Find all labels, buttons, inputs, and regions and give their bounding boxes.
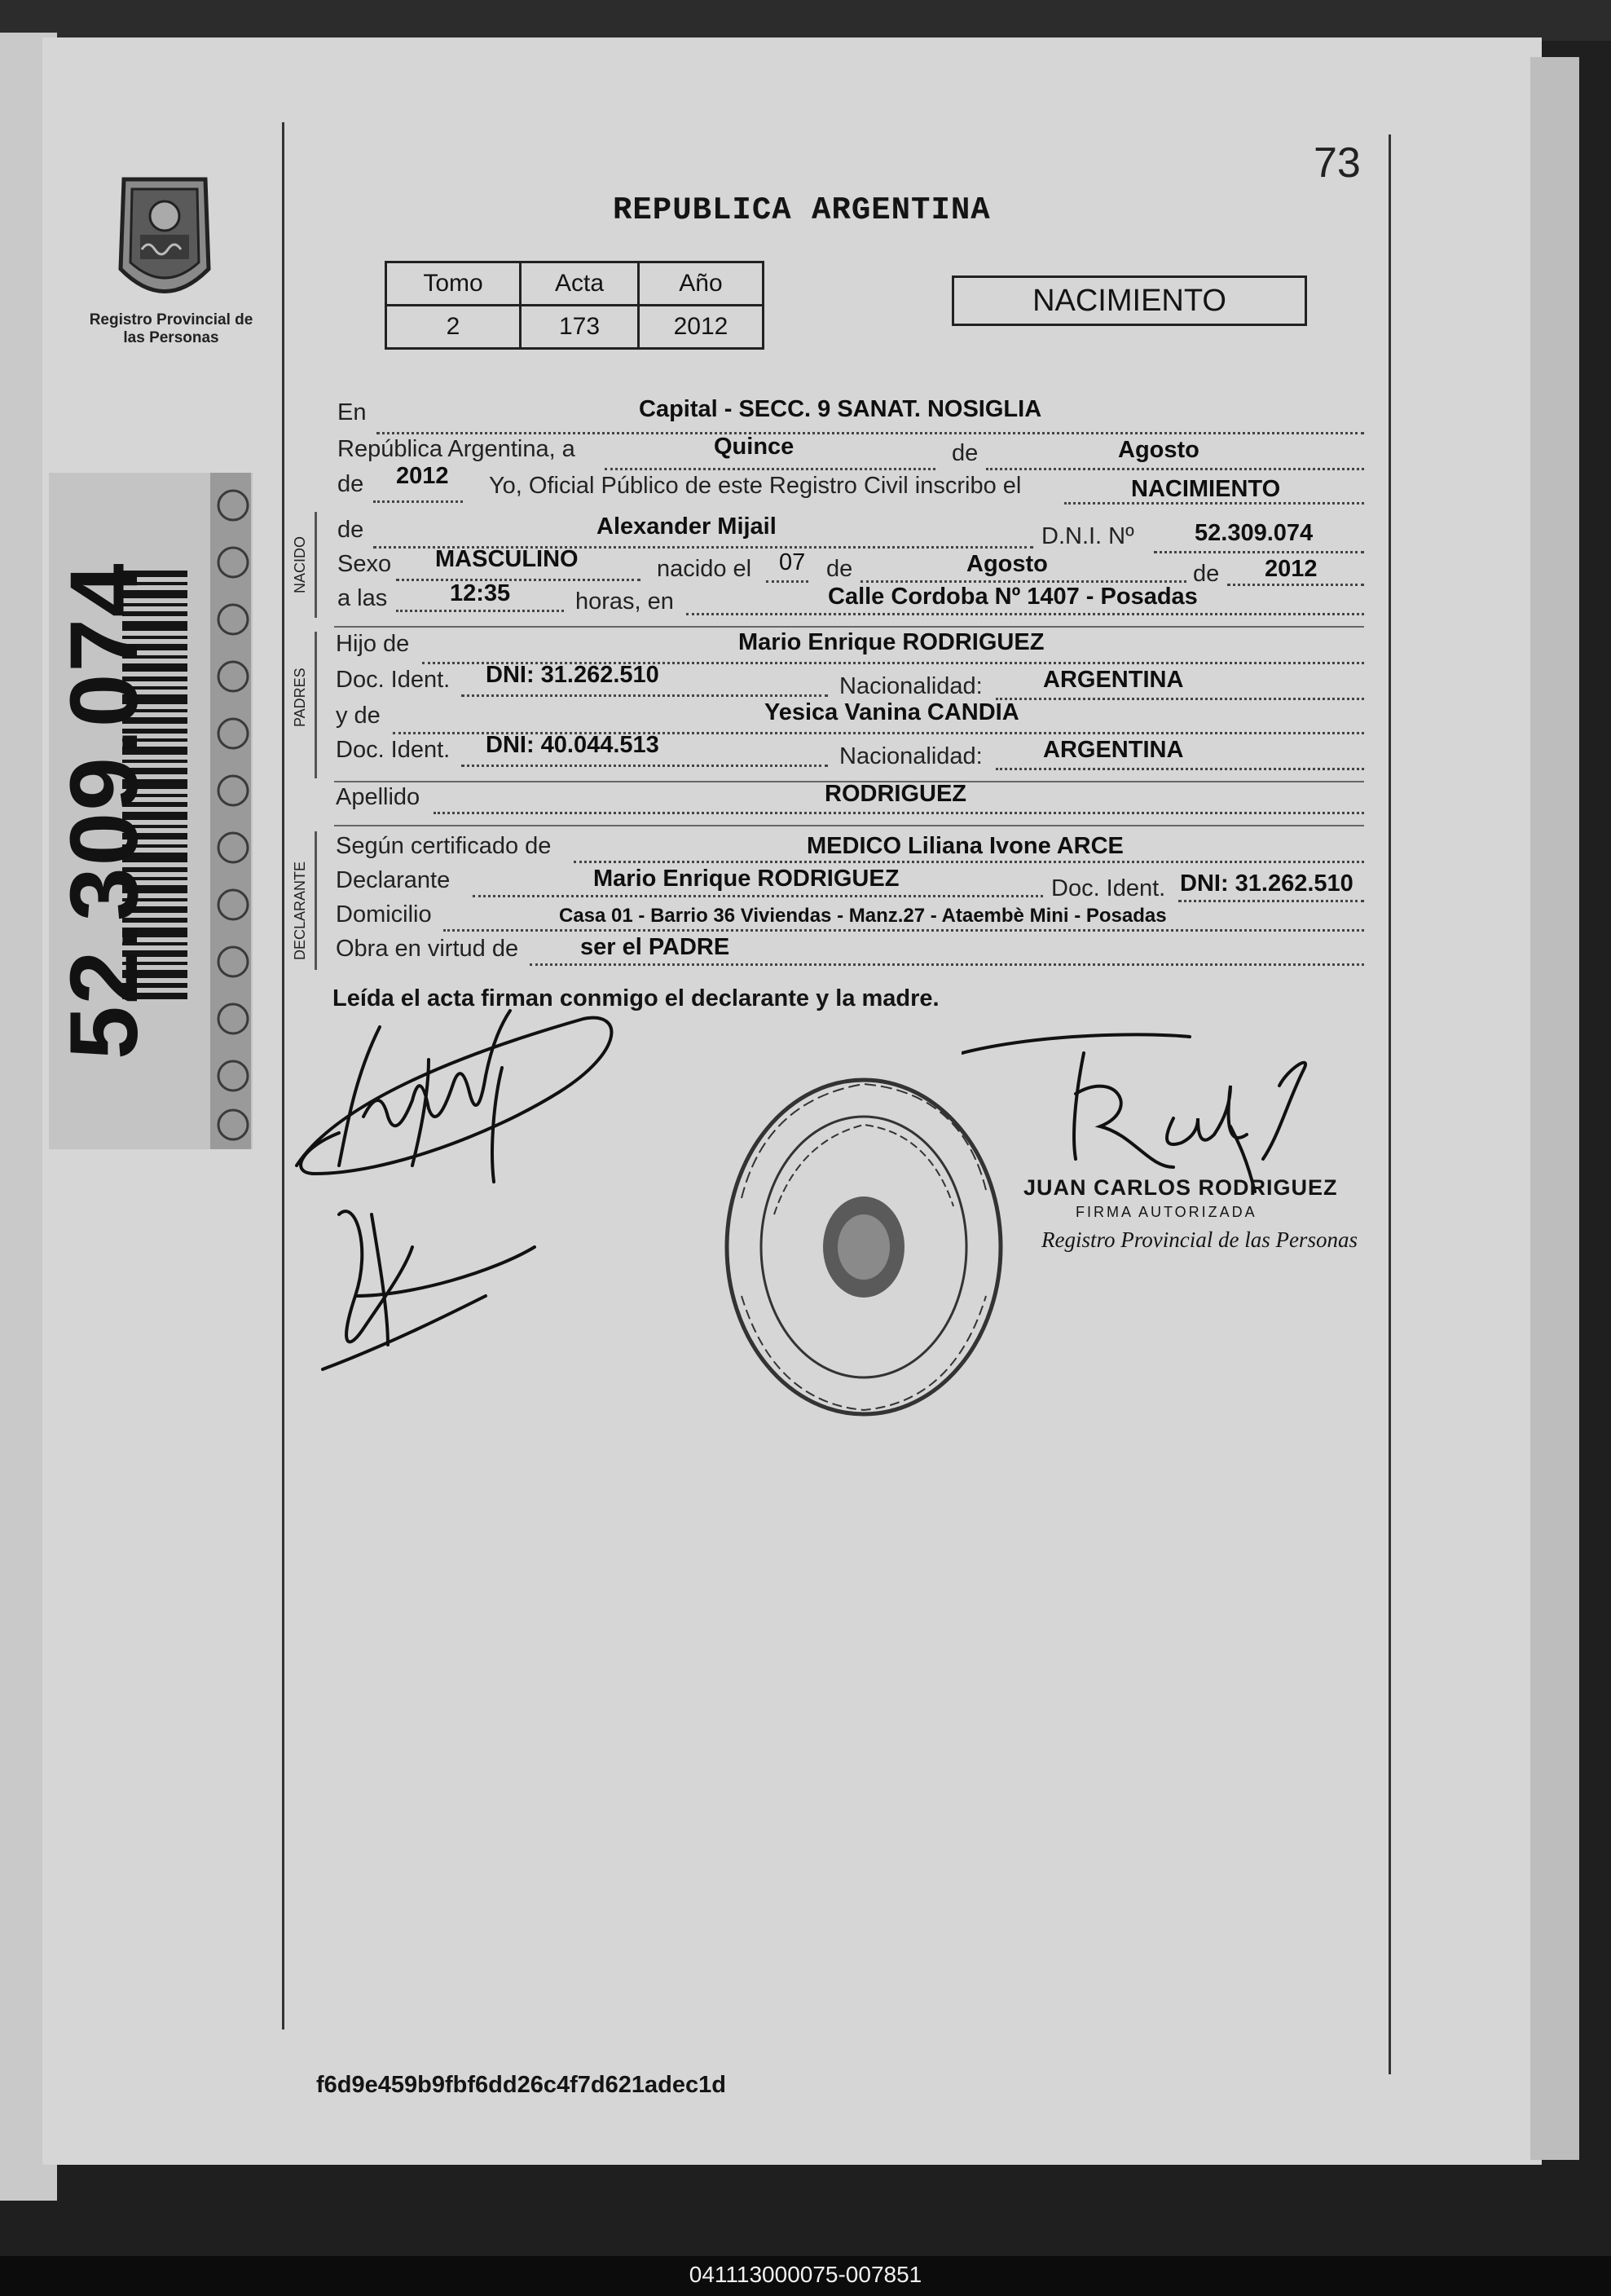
scan-footer-bar bbox=[0, 2256, 1611, 2296]
provincial-seal-logo bbox=[108, 171, 222, 310]
section-bar-padres bbox=[315, 632, 317, 778]
dotted-line bbox=[605, 468, 935, 470]
dotted-line bbox=[396, 610, 564, 612]
dotted-line bbox=[461, 765, 828, 767]
section-bar-declarante bbox=[315, 831, 317, 970]
label-republica: República Argentina, a bbox=[337, 436, 575, 462]
value-lugar-inscripcion: Capital - SECC. 9 SANAT. NOSIGLIA bbox=[639, 396, 1042, 422]
register-value-anio: 2012 bbox=[639, 306, 764, 349]
label-doc-ident: Doc. Ident. bbox=[336, 667, 451, 693]
dotted-line bbox=[861, 580, 1186, 583]
barcode-number: 52.309.074 bbox=[51, 562, 158, 1060]
register-table bbox=[385, 261, 764, 350]
register-value-tomo: 2 bbox=[386, 306, 521, 349]
record-type-box: NACIMIENTO bbox=[952, 275, 1307, 326]
value-lugar-nacimiento: Calle Cordoba Nº 1407 - Posadas bbox=[828, 584, 1198, 610]
dotted-line bbox=[686, 613, 1364, 615]
value-doc-declarante: DNI: 31.262.510 bbox=[1180, 870, 1354, 897]
logo-caption: Registro Provincial de las Personas bbox=[89, 311, 253, 346]
dotted-line bbox=[996, 768, 1364, 770]
dotted-line bbox=[434, 812, 1364, 814]
document-title: REPUBLICA ARGENTINA bbox=[613, 192, 991, 228]
value-mes-inscripcion: Agosto bbox=[1118, 437, 1199, 463]
signature-official bbox=[962, 1029, 1345, 1200]
value-dia-inscripcion: Quince bbox=[714, 434, 794, 460]
value-nacionalidad-padre: ARGENTINA bbox=[1043, 667, 1184, 693]
label-domicilio: Domicilio bbox=[336, 901, 432, 928]
register-value-acta: 173 bbox=[521, 306, 639, 349]
label-de: de bbox=[337, 471, 364, 497]
value-certificado: MEDICO Liliana Ivone ARCE bbox=[807, 833, 1124, 859]
register-header-tomo: Tomo bbox=[386, 262, 521, 306]
value-nacionalidad-madre: ARGENTINA bbox=[1043, 737, 1184, 763]
label-segun-certificado: Según certificado de bbox=[336, 833, 552, 859]
official-name: JUAN CARLOS RODRIGUEZ bbox=[1023, 1175, 1338, 1200]
value-doc-madre: DNI: 40.044.513 bbox=[486, 732, 659, 758]
dotted-line bbox=[1178, 900, 1364, 902]
dotted-line bbox=[1227, 584, 1364, 586]
section-label-declarante: DECLARANTE bbox=[292, 861, 308, 960]
dotted-line bbox=[574, 861, 1364, 863]
section-divider bbox=[334, 626, 1364, 628]
register-header-anio: Año bbox=[639, 262, 764, 306]
dotted-line bbox=[996, 698, 1364, 700]
section-label-padres: PADRES bbox=[292, 668, 308, 727]
dotted-line bbox=[376, 432, 1364, 434]
value-declarante: Mario Enrique RODRIGUEZ bbox=[593, 866, 900, 892]
value-dia-nacimiento: 07 bbox=[779, 549, 806, 575]
scan-top-edge bbox=[0, 0, 1611, 41]
dotted-line bbox=[396, 579, 640, 581]
section-bar-nacido bbox=[315, 512, 317, 618]
scan-code: 041113000075-007851 bbox=[689, 2262, 922, 2287]
dotted-line bbox=[766, 580, 808, 583]
label-hijo-de: Hijo de bbox=[336, 631, 410, 657]
value-tipo-acto: NACIMIENTO bbox=[1131, 476, 1281, 502]
label-a-las: a las bbox=[337, 585, 388, 611]
label-obra-en-virtud: Obra en virtud de bbox=[336, 936, 519, 962]
label-apellido: Apellido bbox=[336, 784, 420, 810]
label-horas-en: horas, en bbox=[575, 588, 674, 615]
label-declarante: Declarante bbox=[336, 867, 451, 893]
value-anio-inscripcion: 2012 bbox=[396, 463, 449, 489]
value-madre: Yesica Vanina CANDIA bbox=[764, 699, 1019, 725]
page-right-margin bbox=[1530, 57, 1579, 2160]
label-inscribo: Yo, Oficial Público de este Registro Civil inscribo el bbox=[489, 473, 1022, 499]
dotted-line bbox=[373, 500, 463, 503]
section-divider bbox=[334, 825, 1364, 826]
label-doc-ident: Doc. Ident. bbox=[1051, 875, 1166, 901]
value-dni: 52.309.074 bbox=[1195, 520, 1314, 546]
dotted-line bbox=[1154, 551, 1364, 553]
value-hora: 12:35 bbox=[450, 580, 511, 606]
label-nacido-el: nacido el bbox=[657, 556, 752, 582]
value-apellido: RODRIGUEZ bbox=[825, 781, 966, 807]
dotted-line bbox=[473, 895, 1043, 897]
label-y-de: y de bbox=[336, 703, 381, 729]
dotted-line bbox=[461, 694, 828, 697]
official-role: FIRMA AUTORIZADA bbox=[1076, 1204, 1257, 1220]
value-mes-nacimiento: Agosto bbox=[966, 551, 1048, 577]
dotted-line bbox=[986, 468, 1364, 470]
label-dni: D.N.I. Nº bbox=[1041, 523, 1134, 549]
label-nacionalidad: Nacionalidad: bbox=[839, 743, 983, 769]
label-en: En bbox=[337, 399, 367, 425]
label-sexo: Sexo bbox=[337, 551, 392, 577]
value-domicilio: Casa 01 - Barrio 36 Viviendas - Manz.27 - Ataembè Mini - Posadas bbox=[559, 905, 1167, 927]
label-de: de bbox=[952, 440, 979, 466]
official-organization: Registro Provincial de las Personas bbox=[1041, 1227, 1358, 1252]
left-margin-line bbox=[282, 122, 284, 2029]
signature-declarante bbox=[290, 1003, 632, 1402]
closing-statement: Leída el acta firman conmigo el declarante y la madre. bbox=[332, 985, 940, 1011]
label-de: de bbox=[826, 556, 853, 582]
label-de: de bbox=[337, 517, 364, 543]
document-hash: f6d9e459b9fbf6dd26c4f7d621adec1d bbox=[316, 2072, 726, 2098]
label-doc-ident: Doc. Ident. bbox=[336, 737, 451, 763]
value-nombre: Alexander Mijail bbox=[596, 513, 777, 540]
value-doc-padre: DNI: 31.262.510 bbox=[486, 662, 659, 688]
value-obra: ser el PADRE bbox=[580, 934, 730, 960]
right-margin-line bbox=[1389, 134, 1391, 2074]
value-sexo: MASCULINO bbox=[435, 546, 579, 572]
value-padre: Mario Enrique RODRIGUEZ bbox=[738, 629, 1045, 655]
label-nacionalidad: Nacionalidad: bbox=[839, 673, 983, 699]
section-label-nacido: NACIDO bbox=[292, 535, 308, 593]
dotted-line bbox=[443, 929, 1364, 932]
register-header-acta: Acta bbox=[521, 262, 639, 306]
label-de: de bbox=[1193, 561, 1220, 587]
dotted-line bbox=[530, 963, 1364, 966]
security-pattern bbox=[210, 473, 251, 1149]
value-anio-nacimiento: 2012 bbox=[1265, 556, 1318, 582]
page-number: 73 bbox=[1314, 139, 1361, 187]
